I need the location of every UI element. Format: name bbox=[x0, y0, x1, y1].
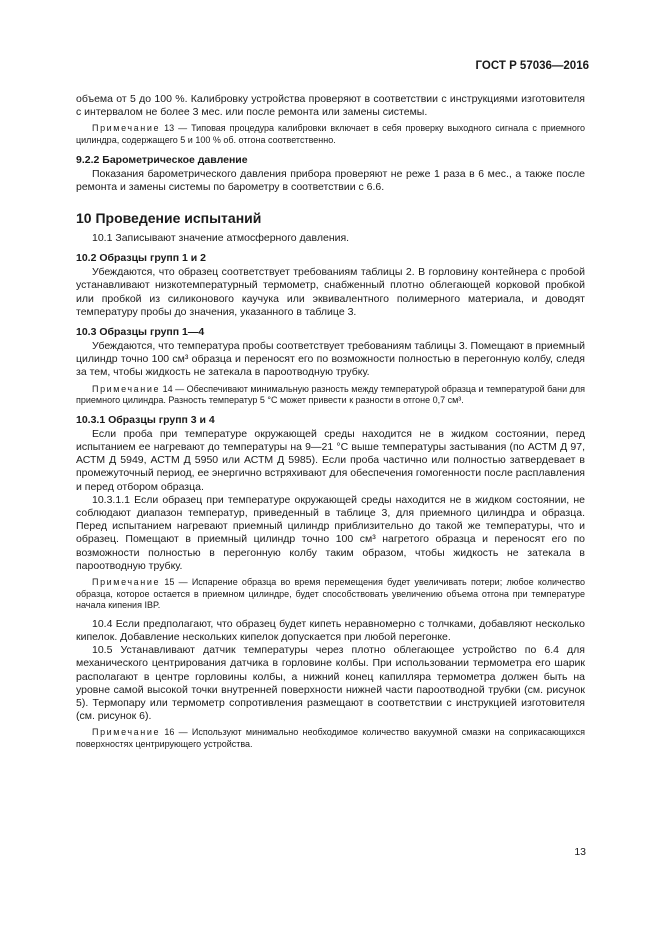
note-13 bbox=[76, 123, 585, 146]
section-heading-10: 10 Проведение испытаний bbox=[76, 210, 262, 226]
section-heading-10-2: 10.2 Образцы групп 1 и 2 bbox=[76, 252, 207, 265]
paragraph: Убеждаются, что температура пробы соответствует требованиям таблицы 3. Помещают в приемный цилиндр точно 100 см³ образца и переносят его по возможности полностью в перегонную колбу, следя за тем, чтобы жидкость не затекала в пароотводную трубку. bbox=[76, 340, 585, 379]
note-15 bbox=[76, 577, 585, 612]
standard-designation: ГОСТ Р 57036—2016 bbox=[475, 60, 589, 72]
note-14 bbox=[76, 384, 585, 407]
note-text: 14 — Обеспечивают минимальную разность между температурой образца и температурой бани для приемного цилиндра. Разность температур 5 °С может привести к разности в отгоне 0,7 см³. bbox=[76, 383, 585, 406]
note-16 bbox=[76, 727, 585, 750]
paragraph: объема от 5 до 100 %. Калибровку устройства проверяют в соответствии с инструкциями изготовителя с интервалом не более 3 мес. или после ремонта или замены системы. bbox=[76, 93, 585, 119]
paragraph: 10.5 Устанавливают датчик температуры через плотно облегающее устройство по 6.4 для механического центрирования датчика в горловине колбы. При использовании термометра его шарик располагают в центре горловины колбы, а нижний конец капилляра термометра должен быть на уровне самой высокой точки внутренней поверхности нижней части пароотводной трубки (см. рисунок 5). Термопару или термометр сопротивления размещают в соответствии с инструкцией изготовителя (см. рисунок 6). bbox=[76, 644, 585, 723]
note-text: 16 — Используют минимально необходимое количество вакуумной смазки на соприкасающихся поверхностях центрирующего устройства. bbox=[76, 727, 585, 750]
document-body bbox=[76, 93, 585, 751]
section-heading-9-2-2: 9.2.2 Барометрическое давление bbox=[76, 153, 248, 166]
paragraph: Убеждаются, что образец соответствует требованиям таблицы 2. В горловину контейнера с пробой устанавливают низкотемпературный термометр, снабженный плотно облегающей корковой пробкой или пробкой из силиконового каучука или эквивалентного полимерного материала, и доводят температуру пробы до значения, указанного в таблице 3. bbox=[76, 266, 585, 318]
note-label: Примечание bbox=[92, 383, 161, 394]
note-text: 13 — Типовая процедура калибровки включает в себя проверку выходного сигнала с приемного цилиндра, содержащего 5 и 100 % об. отгона соответственно. bbox=[76, 123, 585, 145]
paragraph: Показания барометрического давления прибора проверяют не реже 1 раза в 6 мес., а также после ремонта и замены системы по барометру в соответствии с 6.6. bbox=[76, 167, 585, 193]
note-label: Примечание bbox=[92, 727, 161, 738]
note-label: Примечание bbox=[92, 123, 161, 134]
paragraph: 10.4 Если предполагают, что образец будет кипеть неравномерно с толчками, добавляют несколько кипелок. Добавление нескольких кипелок допускается при любой перегонке. bbox=[76, 617, 585, 644]
paragraph: 10.3.1.1 Если образец при температуре окружающей среды находится не в жидком состоянии, не соблюдают диапазон температур, приведенный в таблице 3, для приемного цилиндра и образца. Перед испытанием нагревают приемный цилиндр приблизительно до такой же температуры, что и образец. Помещают в приемный цилиндр точно 100 см³ нагретого образца и переносят его по возможности полностью в перегонную колбу таким образом, чтобы жидкость не затекала в пароотводную трубку. bbox=[76, 493, 585, 572]
paragraph: 10.1 Записывают значение атмосферного давления. bbox=[92, 232, 350, 244]
paragraph: Если проба при температуре окружающей среды находится не в жидком состоянии, перед испытанием ее нагревают до температуры на 9—21 °С выше температуры застывания (по АСТМ Д 97, АСТМ Д 5949, АСТМ Д 5950 или АСТМ Д 5985). Если проба частично или полностью затвердевает в промежуточный период, ее энергично встряхивают для обеспечения гомогенности после расплавления и перед отбором образца. bbox=[76, 427, 585, 493]
note-label: Примечание bbox=[92, 577, 161, 588]
page-number: 13 bbox=[574, 846, 586, 858]
note-text: 15 — Испарение образца во время перемещения будет увеличивать потери; любое количество образца, которое остается в приемном цилиндре, будет способствовать увеличению объема отгона при температуре начала кипения IBP. bbox=[76, 577, 585, 611]
section-heading-10-3: 10.3 Образцы групп 1—4 bbox=[76, 326, 205, 339]
section-heading-10-3-1: 10.3.1 Образцы групп 3 и 4 bbox=[76, 413, 215, 426]
